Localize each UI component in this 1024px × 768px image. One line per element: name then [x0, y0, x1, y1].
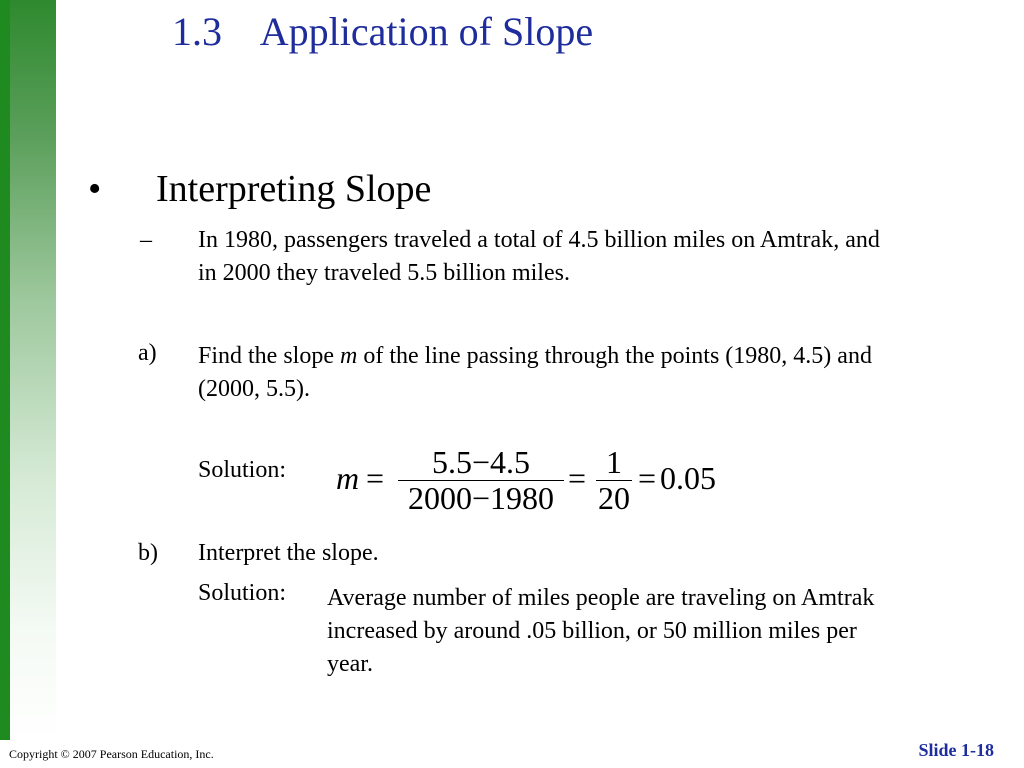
part-b-solution-label: Solution: — [198, 580, 287, 606]
intro-text: In 1980, passengers traveled a total of 4.5 billion miles on Amtrak, and in 2000 they traveled 5.5 billion miles. — [198, 227, 880, 286]
intro-dash: – — [140, 227, 152, 253]
bullet-symbol: • — [88, 168, 102, 210]
formula-equals-1: = — [366, 460, 385, 496]
fraction-1-denominator: 2000−1980 — [407, 480, 555, 516]
formula-equals-2: = — [568, 460, 587, 496]
fraction-2-denominator: 20 — [598, 480, 630, 516]
formula-equals-3: = — [638, 460, 657, 496]
part-a-text-after: of the line passing through the points (1980, 4.5) and (2000, 5.5). — [198, 343, 872, 402]
part-a-solution-label: Solution: — [198, 457, 287, 483]
part-b-marker: b) — [138, 540, 158, 566]
part-b-answer: Average number of miles people are traveling on Amtrak increased by around .05 billion, or 50 million miles per year. — [327, 585, 875, 677]
slide-title — [172, 8, 593, 55]
footer-copyright: Copyright © 2007 Pearson Education, Inc. — [9, 747, 214, 761]
bullet-heading: Interpreting Slope — [156, 168, 432, 210]
fraction-2-numerator: 1 — [606, 444, 622, 480]
part-a-marker: a) — [138, 340, 157, 366]
part-a-text-before: Find the slope — [198, 343, 340, 369]
part-b-question: Interpret the slope. — [198, 540, 379, 566]
formula-variable: m — [336, 460, 360, 496]
slide-section-number: 1.3 — [172, 9, 222, 54]
decorative-sidebar-edge — [0, 0, 10, 740]
formula-result: 0.05 — [660, 460, 716, 496]
fraction-1-numerator: 5.5−4.5 — [431, 444, 531, 480]
footer-slide-number: Slide 1-18 — [918, 740, 994, 760]
part-a-variable: m — [340, 343, 358, 369]
slide-title-text: Application of Slope — [259, 9, 594, 54]
part-a-question — [198, 340, 898, 406]
